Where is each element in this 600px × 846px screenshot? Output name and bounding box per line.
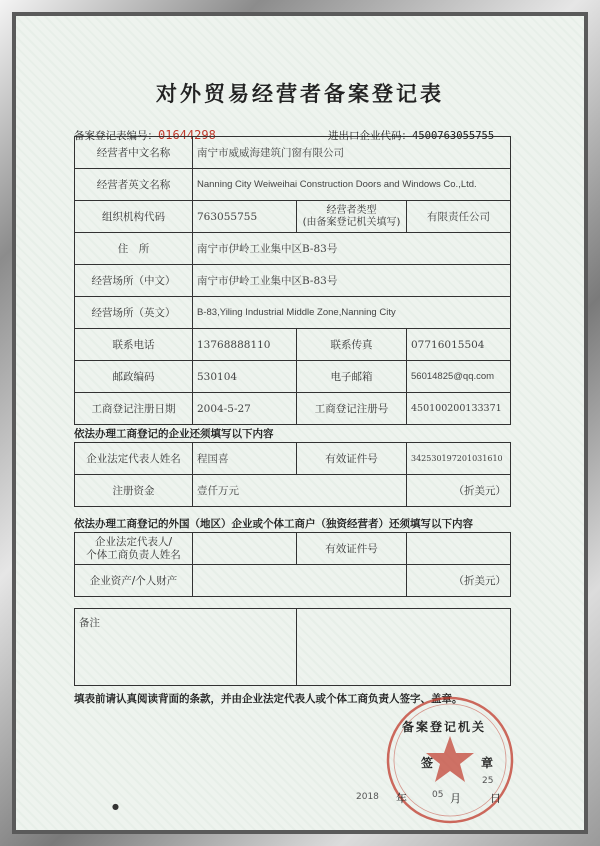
place-en-label: 经营场所（英文） xyxy=(75,297,193,329)
place-cn-value: 南宁市伊岭工业集中区B-83号 xyxy=(193,265,511,297)
section2-id-value xyxy=(407,533,511,565)
capital-label: 注册资金 xyxy=(75,475,193,507)
date-day-unit: 日 xyxy=(490,792,501,805)
document-title: 对外贸易经营者备案登记表 xyxy=(156,82,444,106)
name-cn-label: 经营者中文名称 xyxy=(75,137,193,169)
assets-label: 企业资产/个人财产 xyxy=(75,565,193,597)
date-day: 25 xyxy=(482,776,494,786)
footer-note: 填表前请认真阅读背面的条款，并由企业法定代表人或个体工商负责人签字、盖章。 xyxy=(74,693,463,705)
section2-id-label: 有效证件号 xyxy=(297,533,407,565)
main-info-table xyxy=(74,136,511,425)
rep-name-label-line2: 个体工商负责人姓名 xyxy=(86,548,181,561)
reg-no-value: 01644298 xyxy=(158,128,216,142)
assets-value xyxy=(193,565,407,597)
remarks-value xyxy=(297,609,511,686)
address-label: 住 所 xyxy=(75,233,193,265)
remarks-label: 备注 xyxy=(75,609,297,686)
section1-heading: 依法办理工商登记的企业还须填写以下内容 xyxy=(74,428,274,440)
business-reg-no-value: 450100200133371 xyxy=(407,393,511,425)
phone-value: 13768888110 xyxy=(193,329,297,361)
section2-table xyxy=(74,532,511,597)
document-paper xyxy=(16,16,584,830)
operator-type-label-line2: (由备案登记机关填写) xyxy=(302,216,401,228)
postcode-value: 530104 xyxy=(193,361,297,393)
reg-no-label: 备案登记表编号： xyxy=(74,130,158,142)
reg-date-value: 2004-5-27 xyxy=(193,393,297,425)
legal-rep-label: 企业法定代表人姓名 xyxy=(75,443,193,475)
fax-value: 07716015504 xyxy=(407,329,511,361)
org-code-value: 763055755 xyxy=(193,201,297,233)
section2-heading: 依法办理工商登记的外国（地区）企业或个体工商户（独资经营者）还须填写以下内容 xyxy=(74,518,473,530)
fax-label: 联系传真 xyxy=(297,329,407,361)
registration-authority: 备案登记机关 xyxy=(402,720,487,734)
email-label: 电子邮箱 xyxy=(297,361,407,393)
paper-mark: ● xyxy=(112,802,119,811)
date-year: 2018 xyxy=(356,792,379,802)
rep-name-label xyxy=(75,533,193,565)
id-number-value: 342530197201031610 xyxy=(407,443,511,475)
enterprise-code-label: 进出口企业代码： xyxy=(328,130,412,142)
name-en-value: Nanning City Weiweihai Construction Doors and Windows Co.,Ltd. xyxy=(193,169,511,201)
place-cn-label: 经营场所（中文） xyxy=(75,265,193,297)
operator-type-label-line1: 经营者类型 xyxy=(326,204,377,216)
assets-unit: （折美元） xyxy=(407,565,511,597)
date-year-unit: 年 xyxy=(396,792,407,805)
phone-label: 联系电话 xyxy=(75,329,193,361)
name-en-label: 经营者英文名称 xyxy=(75,169,193,201)
rep-name-label-line1: 企业法定代表人/ xyxy=(94,535,173,548)
rep-name-value xyxy=(193,533,297,565)
address-value: 南宁市伊岭工业集中区B-83号 xyxy=(193,233,511,265)
operator-type-value: 有限责任公司 xyxy=(407,201,511,233)
remarks-table xyxy=(74,608,511,686)
capital-value: 壹仟万元 xyxy=(193,475,407,507)
date-month-unit: 月 xyxy=(450,792,461,805)
reg-date-label: 工商登记注册日期 xyxy=(75,393,193,425)
operator-type-label xyxy=(297,201,407,233)
postcode-label: 邮政编码 xyxy=(75,361,193,393)
name-cn-value: 南宁市威威海建筑门窗有限公司 xyxy=(193,137,511,169)
capital-unit: （折美元） xyxy=(407,475,511,507)
enterprise-code-value: 4500763055755 xyxy=(412,130,495,142)
org-code-label: 组织机构代码 xyxy=(75,201,193,233)
email-value: 56014825@qq.com xyxy=(407,361,511,393)
business-reg-no-label: 工商登记注册号 xyxy=(297,393,407,425)
legal-rep-value: 程国喜 xyxy=(193,443,297,475)
place-en-value: B-83,Yiling Industrial Middle Zone,Nanning City xyxy=(193,297,511,329)
seal-signature-label: 签 章 xyxy=(421,756,512,770)
section1-table xyxy=(74,442,511,507)
date-month: 05 xyxy=(432,790,444,800)
id-number-label: 有效证件号 xyxy=(297,443,407,475)
